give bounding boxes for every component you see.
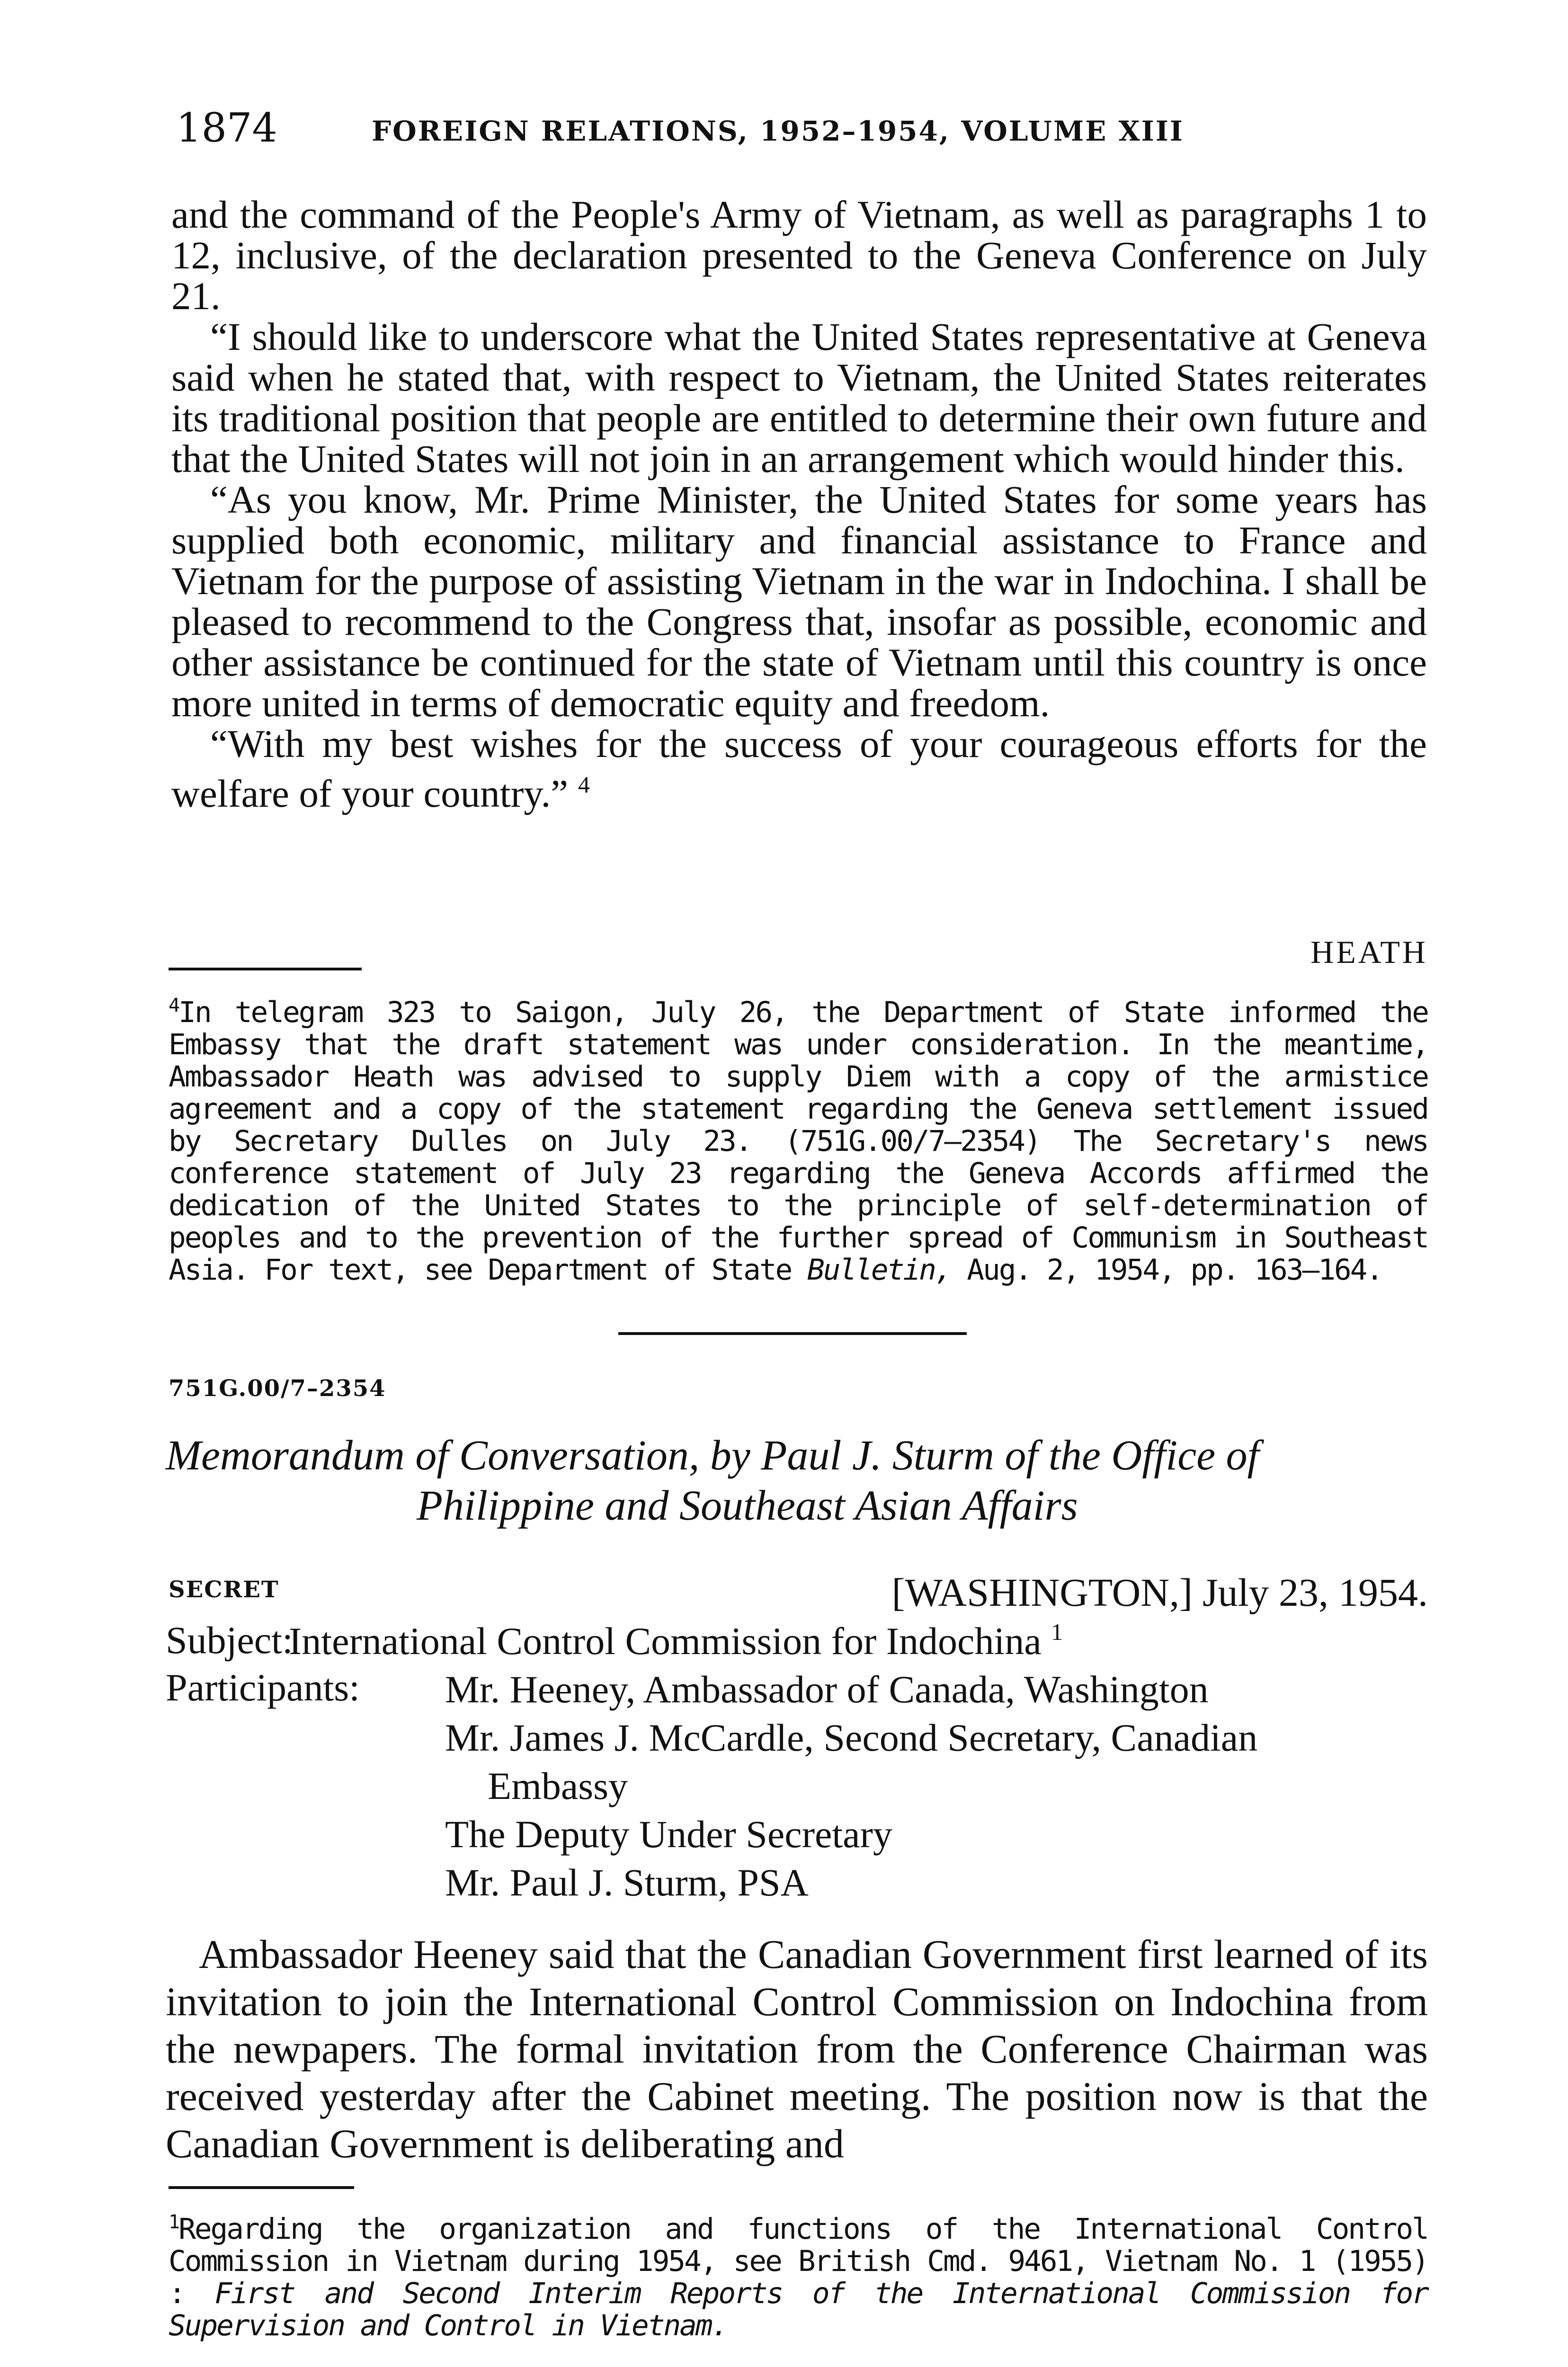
participant: The Deputy Under Secretary xyxy=(445,1813,892,1856)
section-divider xyxy=(618,1332,967,1335)
signature: HEATH xyxy=(1310,934,1428,970)
participants xyxy=(166,1665,1430,1907)
title-line-1: Memorandum of Conversation, by Paul J. Sturm of the Office of xyxy=(166,1432,1259,1479)
participant: Embassy xyxy=(488,1764,628,1807)
letter-closing: “With my best wishes for the success of your courageous efforts for the welfare of your country.” xyxy=(171,722,1427,815)
footnote-4 xyxy=(169,989,1428,1286)
footnote-1 xyxy=(169,2206,1428,2342)
file-number: 751G.00/7–2354 xyxy=(169,1375,386,1402)
running-head: FOREIGN RELATIONS, 1952–1954, VOLUME XIII xyxy=(372,115,1184,147)
footnote-4-text xyxy=(169,989,1428,1286)
document-title xyxy=(166,1431,1425,1531)
participants-label: Participants: xyxy=(166,1666,360,1709)
footnote-4-body: In telegram 323 to Saigon, July 26, the Department of State informed the Embassy that the draft statement was under consideration. In the meantime, Ambassador Heath was advised to supply Diem with a copy of the armistice agreement and a copy of the statement regarding the Geneva settlement issued by Secretary Dulles on July 23. (751G.00/7–2354) The Secretary's news conference statement of July 23 regarding the Geneva Accords affirmed the dedication of the United States to the principle of self-determination of peoples and to the prevention of the further spread of Communism in Southeast Asia. For text, see Department of State xyxy=(169,996,1428,1287)
footnote-ref-1: 1 xyxy=(1051,1619,1063,1645)
subject-text: International Control Commission for Indochina xyxy=(289,1620,1042,1663)
letter-paragraph-2: “I should like to underscore what the United States representative at Geneva said when he stated that, with respect to Vietnam, the United States reiterates its traditional position that people are entitled to determine their own future and that the United States will not join in an arrangement which would hinder this. xyxy=(171,315,1427,481)
footnote-1-marker: 1 xyxy=(169,2211,179,2233)
page-number: 1874 xyxy=(176,105,277,151)
subject-line xyxy=(166,1618,1430,1664)
footnote-divider xyxy=(169,968,362,970)
memo-paragraph: Ambassador Heeney said that the Canadian Government first learned of its invitation to join the International Control Commission on Indochina from the newpapers. The formal invitation from the Conference Chairman was received yesterday after the Cabinet meeting. The position now is that the Canadian Government is deliberating and xyxy=(166,1931,1428,2166)
subject xyxy=(289,1618,1063,1664)
letter-paragraph-1: and the command of the People's Army of Vietnam, as well as paragraphs 1 to 12, inclusive, of the declaration presented to the Geneva Conference on July 21. xyxy=(171,193,1427,318)
footnote-ref-4: 4 xyxy=(578,771,590,798)
subject-label: Subject: xyxy=(166,1619,293,1662)
classification: SECRET xyxy=(169,1576,279,1603)
footnote-divider xyxy=(169,2186,354,2189)
title-line-2: Philippine and Southeast Asian Affairs xyxy=(417,1482,1078,1529)
participants-list xyxy=(445,1665,1430,1907)
letter-paragraph-3: “As you know, Mr. Prime Minister, the United States for some years has supplied both economic, military and financial assistance to France and Vietnam for the purpose of assisting Vietnam in the war in Indochina. I shall be pleased to recommend to the Congress that, insofar as possible, economic and other assistance be continued for the state of Vietnam until this country is once more united in terms of democratic equity and freedom. xyxy=(171,478,1427,725)
footnote-4-tail: Aug. 2, 1954, pp. 163–164. xyxy=(967,1253,1382,1287)
footnote-1-text xyxy=(169,2206,1428,2342)
letter-text xyxy=(171,194,1427,814)
footnote-4-italic: Bulletin, xyxy=(807,1253,951,1287)
dateline: [WASHINGTON,] July 23, 1954. xyxy=(891,1571,1428,1615)
participant: Mr. James J. McCardle, Second Secretary, Canadian xyxy=(445,1716,1258,1759)
participant: Mr. Heeney, Ambassador of Canada, Washington xyxy=(445,1668,1209,1711)
footnote-1-body: Regarding the organization and functions of the International Control Commission in Vietnam during 1954, see British Cmd. 9461, Vietnam No. 1 (1955) : xyxy=(169,2212,1428,2310)
footnote-4-marker: 4 xyxy=(169,995,179,1016)
letter-paragraph-4 xyxy=(171,723,1427,814)
memo-body xyxy=(166,1931,1428,2167)
footnote-1-italic: First and Second Interim Reports of the International Commission for Supervision and Control in Vietnam. xyxy=(169,2277,1428,2342)
participant: Mr. Paul J. Sturm, PSA xyxy=(445,1861,809,1904)
